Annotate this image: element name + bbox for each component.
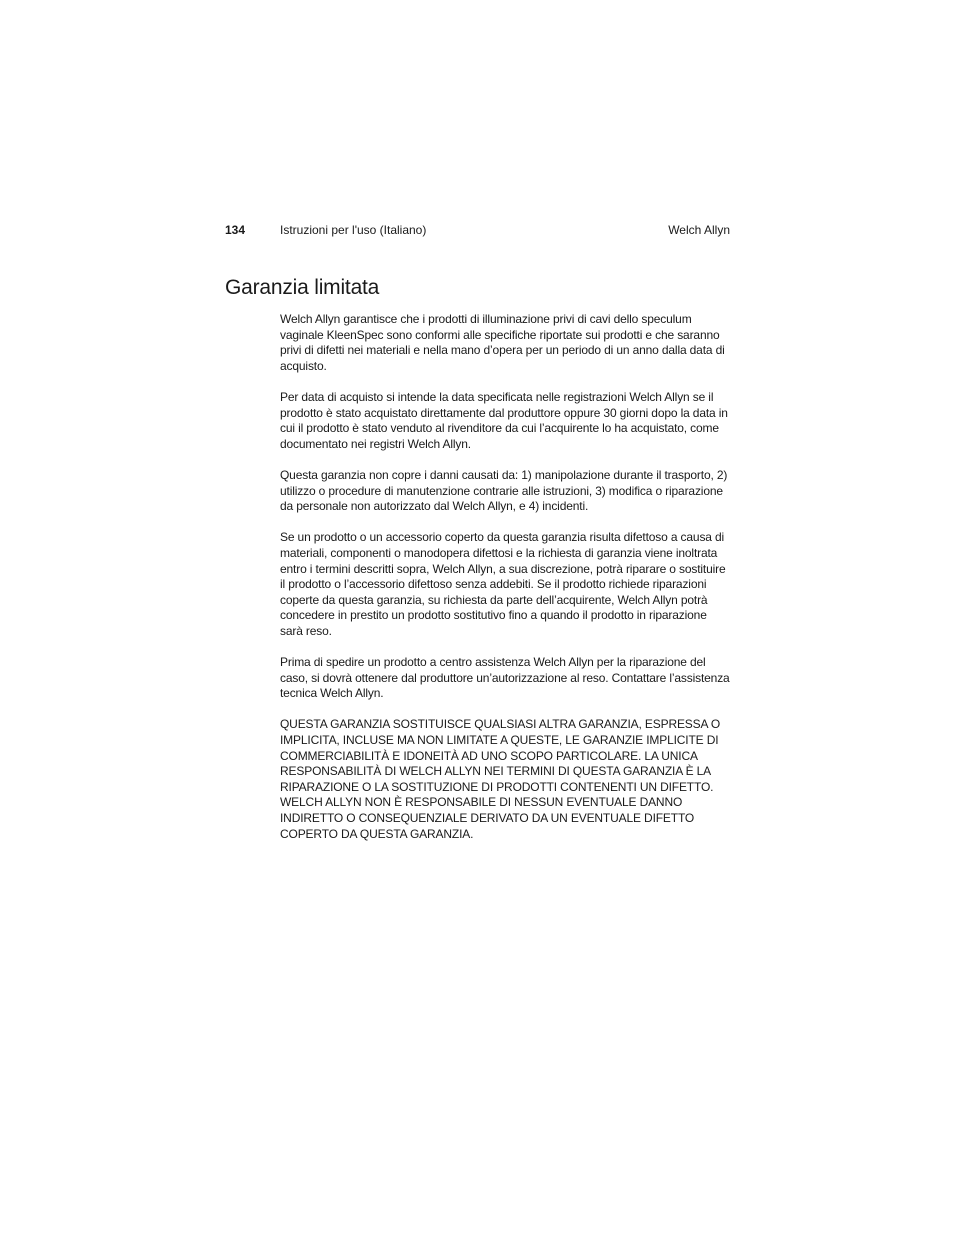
paragraph-purchase-date: Per data di acquisto si intende la data specificata nelle registrazioni Welch Allyn se il prodotto è stato acquistato direttamente dal produttore oppure 30 giorni dopo la data in cui il prodotto è stato venduto al rivenditore da cui l’acquirente lo ha acquistato, come documentato nei registri Welch Allyn. xyxy=(280,389,728,451)
page-header xyxy=(225,220,730,240)
page-number: 134 xyxy=(225,223,246,237)
paragraph-warranty-scope: Welch Allyn garantisce che i prodotti di illuminazione privi di cavi dello speculum vaginale KleenSpec sono conformi alle specifiche riportate sui prodotti e che saranno privi di difetti nei materiali e nella mano d’opera per un periodo di un anno dalla data di acquisto. xyxy=(280,312,725,373)
paragraph-return-authorization: Prima di spedire un prodotto a centro assistenza Welch Allyn per la riparazione del caso, si dovrà ottenere dal produttore un’autorizzazione al reso. Contattare l’assistenza tecnica Welch Allyn. xyxy=(280,655,730,701)
warranty-body xyxy=(280,312,730,858)
paragraph-exclusions: Questa garanzia non copre i danni causati da: 1) manipolazione durante il trasporto, 2) utilizzo o procedure di manutenzione contrarie alle istruzioni, 3) modifica o riparazione da personale non autorizzato dal Welch Allyn, e 4) incidenti. xyxy=(280,467,728,514)
document-title: Istruzioni per l'uso (Italiano) xyxy=(280,223,427,237)
section-title: Garanzia limitata xyxy=(225,276,380,299)
brand-name: Welch Allyn xyxy=(668,223,730,237)
paragraph-repair-replacement: Se un prodotto o un accessorio coperto da questa garanzia risulta difettoso a causa di materiali, componenti o manodopera difettosi e la richiesta di garanzia viene inoltrata entro i termini descritti sopra, Welch Allyn, a sua discrezione, potrà riparare o sostituire il prodotto o l’accessorio difettoso senza addebiti. Se il prodotto richiede riparazioni coperte da questa garanzia, su richiesta da parte dell’acquirente, Welch Allyn potrà concedere in prestito un prodotto sostitutivo fino a quando il prodotto in riparazione sarà reso. xyxy=(280,530,726,638)
paragraph-disclaimer: QUESTA GARANZIA SOSTITUISCE QUALSIASI ALTRA GARANZIA, ESPRESSA O IMPLICITA, INCLUSE MA NON LIMITATE A QUESTE, LE GARANZIE IMPLICITE DI COMMERCIABILITÀ E IDONEITÀ AD UNO SCOPO PARTICOLARE. LA UNICA RESPONSABILITÀ DI WELCH ALLYN NEI TERMINI DI QUESTA GARANZIA È LA RIPARAZIONE O LA SOSTITUZIONE DI PRODOTTI CONTENENTI UN DIFETTO. WELCH ALLYN NON È RESPONSABILE DI NESSUN EVENTUALE DANNO INDIRETTO O CONSEQUENZIALE DERIVATO DA UN EVENTUALE DIFETTO COPERTO DA QUESTA GARANZIA. xyxy=(280,717,721,841)
